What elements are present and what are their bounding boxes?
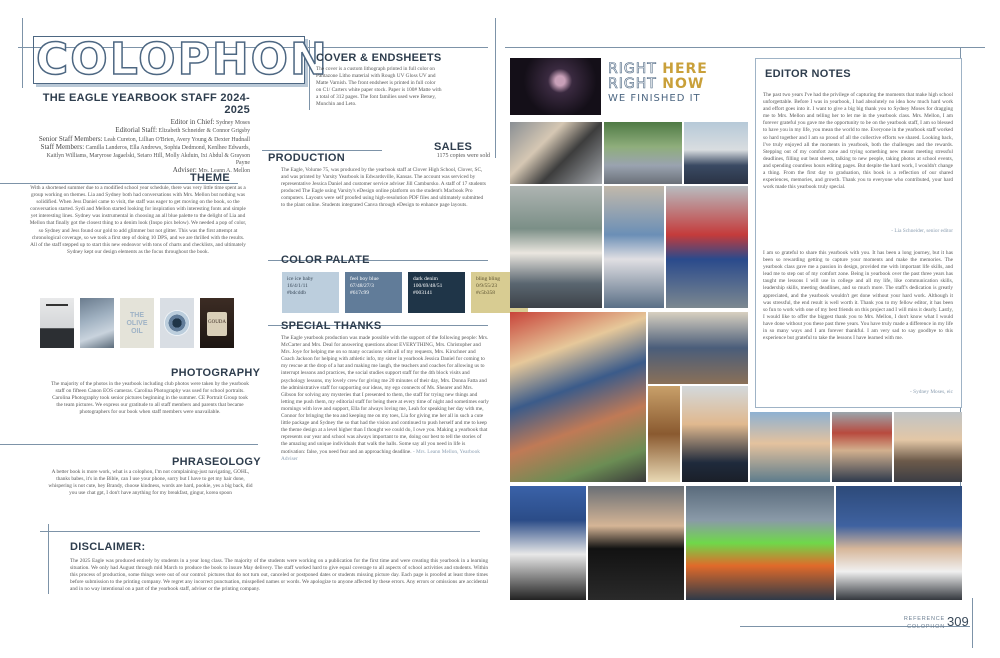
center-vertical	[495, 18, 496, 158]
color-swatch	[408, 272, 465, 313]
swatch-codes: 16/4/1/11	[287, 283, 308, 289]
editor-note-1: The past two years I've had the privilege of capturing the moments that make high school unforgettable. Before I was in yearbook, I had absolutely no idea how much hard work and effort goes into it. I want to give a big big thank you to Sydney Moses for dragging me to Mrs. Mellon and telling her to let me in the yearbook class. Mrs. Mellon, I am forever grateful you gave me the opportunity to be on the yearbook staff, I am so blessed to have you in my life, you mean the world to me. Everyone in the yearbook staff worked so hard together and I am so proud of all the collective efforts we shared. Looking back, I've truly enjoyed all the moments in yearbook, both the challenges and the rewards. Stepping out of my comfort zone and trying something new meant meeting stressful deadlines, filling out beat sheets, talking to new people, taking photos at school events, and spending countless hours editing pages. But despite the hard work, I wouldn't change a thing. From the first day to graduation, this book is a reflection of our shared experiences, memories, and growth. Thank you to everyone who contributed, your hard work made this yearbook truly special.	[763, 92, 953, 191]
inspo-image-3	[120, 298, 154, 348]
inspo-image-2	[80, 298, 114, 348]
sales-body: 1175 copies were sold	[436, 153, 490, 159]
colophon-title: COLOPHON	[36, 34, 329, 85]
color-swatch	[282, 272, 339, 313]
slogan-right-1: RIGHT	[608, 61, 657, 77]
theme-body: With a shortened summer due to a modified school year schedule, there was very little time spent as a group working on themes. Lia and Sydney both had conversations with Mrs. Mellon but nothing was solidified. When Jess Daniel came to visit, the staff was eager to get moving on the book, so the conversation started. Sydi and Mellon started looking for inspiration with interesting fonts and simple yet interesting lines. Sydney was instrumental in choosing an all blue palette to the delight of Lia and Mellon that finally got the closest thing to a denim look (Inspo pics below). We needed a pop of color, so Sydney and Jess found our gold to add glimmer but not glitter. This was the first attempt at chronological coverage, so we took a first step of doing 10 DPS, and we are thrilled with the results. All of the staff stepped up to start this new endeavor with tons of charts and checklists, and ultimately Sydney kept our design elements as the focus throughout the book.	[29, 185, 247, 255]
cover-heading: COVER & ENDSHEETS	[316, 52, 442, 64]
staff-members	[38, 144, 250, 167]
slogan-now: NOW	[662, 76, 705, 92]
slogan-here: HERE	[662, 61, 708, 77]
footer-reference: REFERENCE	[903, 616, 945, 622]
slogan-line2	[608, 77, 743, 92]
page-number: 309	[947, 614, 969, 629]
phraseology-rule	[0, 444, 258, 445]
color-swatch	[345, 272, 402, 313]
production-rule	[262, 150, 382, 151]
photo-hallway-pair	[510, 186, 602, 308]
photo-bleachers	[836, 486, 962, 600]
thanks-text: The Eagle yearbook production was made possible with the support of the following people: Mrs. McCarter and Mrs. Deal for answering questions about EVERYTHING, Mrs. Christopher and Mrs. Joye for helping me on so many occasions with all of my requests, Mrs. Kirschner and Coach Jackson for helping with athletic info, my sister in yearbook Jessica Daniel for coming to my rescue at the drop of a hat and making me laugh, the teachers and coaches for allowing us to interrupt lessons and practices, the social studies support staff for the 4th block visits and psychology lessons, my lovely crew for giving me 20 minutes of their day, Mrs. Donna Fatta and the administrative staff for supporting our ideas, my ego connects of Ms. Shearer and Mrs. Gibson for solving any mysteries that I presented to them, the staff for trying new things and letting me push them, my editorial staff for being there at every time of night and sometimes early mornings with love and support, Ella for always loving me, Leah for speaking her day with me, Connor for bringing the tea and keeping me on my toes, Lia for giving me her all in such a cute little package and Sydney the so that had the vision and continued to push herself and me to keep the theme design at a level higher than I thought we could do, I owe you. Making a yearbook that represents our year and school was always important to me, doing our best to tell the stories of the amazing and unique individuals that walk the halls. Some say all you need in life is motivation: false, you need fear and an approaching deadline.	[281, 335, 489, 455]
slogan-right-2: RIGHT	[608, 76, 657, 92]
swatch-hex: #003141	[413, 290, 433, 296]
swatch-name: feel boy blue	[350, 276, 379, 282]
photo-friends	[894, 412, 962, 482]
slogan-line3: WE FINISHED IT	[608, 93, 701, 104]
swatch-hex: #617c99	[350, 290, 369, 296]
editor-note-2: I am so grateful to share this yearbook with you. It has been a long journey, but it has been so rewarding getting to capture your moments and make the memories. The yearbook class gave me a passion in design, provided me with important life skills, and lead me to step out of my comfort zone. Being in yearbook over the past three years has taught me lessons I will use in college and all my life, like communication skills, leadership skills, meeting deadlines, and so much more. The staff's dedication is greatly appreciated, and the yearbook wouldn't get done without your hard work. Although it was stressful, the end result is well worth it. Thank you to my fellow editor, it has been so fun to work with one of my best friends on this project and I will miss it dearly. Lastly, I would like to offer the biggest thank you to Mrs. Mellon, I don't know what I would have done without you these past three years. You have truly made a difference in my life in so many ways and I am forever thankful. I am very sad to say goodbye to this experience but grateful to take the lessons I have learned with me.	[763, 250, 953, 342]
swatch-hex: #c5b358	[476, 290, 495, 296]
swatch-codes: 0/9/55/23	[476, 283, 498, 289]
photography-heading: PHOTOGRAPHY	[171, 367, 261, 379]
senior-names: Leah Cureton, Lillian O'Brien, Avery Young & Dexter Hudnall	[104, 136, 250, 143]
left-vertical-rule	[22, 18, 23, 88]
staff-heading: THE EAGLE YEARBOOK STAFF 2024- 2025	[42, 92, 250, 116]
swatch-name: ice ice baby	[287, 276, 314, 282]
inspo-image-1	[40, 298, 74, 348]
photo-teacher-desk	[648, 312, 748, 384]
swatch-codes: 67/48/27/3	[350, 283, 374, 289]
swatch-name: bling bling	[476, 276, 500, 282]
photo-red-hat	[832, 412, 892, 482]
staff-block	[38, 92, 250, 176]
palette-swatches	[282, 272, 528, 313]
members-names: Camilla Landeros, Ella Andrews, Sophia Dedmond, Kenlhee Edwards, Kaitlyn Williams, Maryrose Jagaelski, Seiaro Hill, Molly Akduin, Ixi Abdul & Grayson Payne	[46, 145, 250, 167]
photo-cookies	[648, 386, 680, 482]
editor-label: Editor in Chief:	[170, 118, 215, 126]
thanks-body	[281, 335, 489, 463]
production-heading: PRODUCTION	[268, 152, 345, 164]
photo-inflatable-costume	[686, 486, 834, 600]
palette-heading: COLOR PALATE	[281, 254, 370, 266]
production-body: The Eagle, Volume 75, was produced by the yearbook staff at Clover High School, Clover, SC, and was printed by Varsity Yearbook in Edwardsville, Kansas. The account was serviced by representative Jessica Daniel and customer service adviser Jill Cambursko. A staff of 17 students produced The Eagle using Varsity's eDesign online platform on the student's Macbook Pro computers. Layouts were self proofed using high-resolution PDF files and ultimately submitted to the plant online. Students integrated Canva through eDesign to enhance page layouts.	[281, 167, 486, 209]
disclaimer-heading: DISCLAIMER:	[70, 541, 146, 553]
photo-night-game	[510, 58, 601, 115]
swatch-codes: 100/69/48/51	[413, 283, 443, 289]
members-label: Staff Members:	[40, 143, 85, 152]
senior-label: Senior Staff Members:	[38, 134, 103, 143]
photo-backpack	[604, 186, 664, 308]
top-rule-right	[505, 47, 985, 48]
editorial-names: Elizabeth Schneider & Connor Grigsby	[158, 128, 250, 135]
photo-smiling-student	[682, 386, 748, 482]
slogan-line1	[608, 62, 743, 77]
disclaimer-vertical	[48, 524, 49, 594]
footer-section-label	[895, 615, 945, 631]
inspo-image-5	[200, 298, 234, 348]
gouda-label: GOUDA	[207, 320, 227, 325]
disclaimer-rule	[40, 531, 480, 532]
footer-colophon: COLOPHON	[907, 624, 945, 630]
photo-students-trees	[604, 122, 682, 184]
adviser-label: Adviser:	[172, 166, 197, 175]
photo-sunglasses	[750, 412, 830, 482]
photo-team-pose	[510, 486, 586, 600]
editorial-label: Editorial Staff:	[115, 126, 158, 135]
photography-body: The majority of the photos in the yearbook including club photos were taken by the yearbook staff on fifteen Canon EOS cameras. Carolina Photography was used for school portraits. Carolina Photography took senior pictures beginning in the summer. CE Portrait Group took the team pictures. We express our gratitude to all staff members and parents that became photographers for our book when staff members were unavailable.	[51, 381, 249, 416]
slogan	[608, 62, 743, 105]
thanks-heading: SPECIAL THANKS	[281, 320, 382, 332]
sales-heading: SALES	[434, 141, 473, 153]
olive-oil-label: THE OLIVE OIL	[126, 312, 148, 335]
photo-spiderman-bag	[666, 186, 748, 308]
editor-name: Sydney Moses	[216, 120, 250, 126]
editor-notes-heading: EDITOR NOTES	[765, 68, 851, 80]
theme-heading: THEME	[190, 172, 230, 184]
photo-camera-girl	[510, 122, 602, 184]
swatch-name: dark denim	[413, 276, 438, 282]
disclaimer-body: The 2025 Eagle was produced entirely by students in a year long class. The majority of the students were working on a publication for the first time and were creating this yearbook in a learning situation. We only had August through mid March to produce the book to insure May delivery. The staff worked hard to give equal coverage to all aspects of school activities and students. Within this process of production, some things were out of our control: pictures that do not turn out, canceled or postponed dates or students missing picture day. Each page is proofed at least three times before submission to the printing company. We regret any incorrect punctuation, misspelled names or words. We apologize to anyone affected by these errors. Any errors or omissions are accidental and in no way intentional on a part of the yearbook staff, adviser or the printing company.	[70, 558, 488, 593]
thanks-signature: - Mrs. Leann Mellon, Yearbook Adviser	[281, 448, 480, 462]
photo-student-cap	[684, 122, 748, 184]
editor-sig-1: - Lia Schneider, senior editor	[891, 228, 953, 234]
swatch-hex: #bdcddb	[287, 290, 306, 296]
editor-sig-2: - Sydney Moses, eic	[910, 389, 953, 395]
footer-vertical	[972, 598, 973, 648]
phraseology-body: A better book is more work, what is a colophon, I'm not complaining-just navigating, GOHL, thanks babes, it's in the Bible, can I use your phone, sorry but I have to get my hair done, whispering is not cute, hey Brandy, choose kindness, words are hard, pookie, yes a big back, did you use chat gpt, I don't have anything for my breakfast, gingur, korea spoon	[48, 469, 253, 497]
cover-body: The cover is a custom lithograph printed in full color on Pantazone Litho material with Rough UV Gloss UV and Matte Varnish. The front endsheet is printed in full color on C1/ Carters white paper stock. Paper is 100# Matte with a total of 312 pages. The font families used were Betsey, Munchin and Leto.	[316, 66, 442, 108]
inspo-image-4	[160, 298, 194, 348]
photo-class-group	[510, 312, 646, 482]
adviser-name: Mrs. Leann A. Mellon	[198, 168, 250, 175]
phraseology-heading: PHRASEOLOGY	[172, 456, 261, 468]
photo-softball	[588, 486, 684, 600]
